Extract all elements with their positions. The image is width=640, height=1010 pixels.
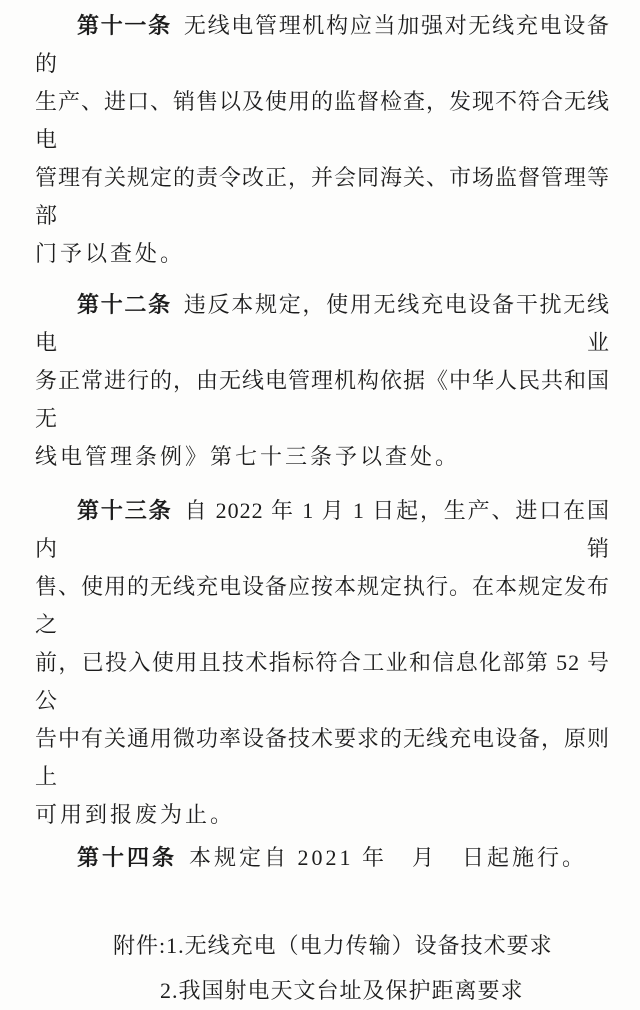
- text-line: 务正常进行的，由无线电管理机构依据《中华人民共和国无: [35, 368, 611, 431]
- text-line: 前，已投入使用且技术指标符合工业和信息化部第 52 号公: [35, 650, 610, 713]
- text-line: [35, 7, 610, 83]
- article-paragraph-12: [35, 286, 610, 476]
- article-text: 本规定自 2021 年 月 日起施行。: [189, 845, 588, 870]
- article-text: 违反本规定，使用无线充电设备干扰无线电业: [35, 292, 610, 355]
- text-line: 管理有关规定的责令改正，并会同海关、市场监督管理等部: [35, 165, 611, 228]
- text-line: [35, 286, 610, 362]
- article-paragraph-14: [35, 839, 610, 877]
- article-paragraph-13: [35, 492, 610, 834]
- article-number: 第十一条: [77, 13, 172, 38]
- article-number: 第十二条: [77, 292, 172, 317]
- attachment-line-1: 附件:1.无线充电（电力传输）设备技术要求: [113, 933, 553, 958]
- text-line: [35, 492, 610, 568]
- article-text: 无线电管理机构应当加强对无线充电设备的: [35, 13, 610, 76]
- text-line: 售、使用的无线充电设备应按本规定执行。在本规定发布之: [35, 574, 611, 637]
- article-number: 第十三条: [77, 498, 173, 523]
- text-line: 可用到报废为止。: [35, 802, 236, 827]
- article-paragraph-11: [35, 7, 610, 273]
- text-line: 线电管理条例》第七十三条予以查处。: [35, 444, 461, 469]
- text-line: 生产、进口、销售以及使用的监督检查，发现不符合无线电: [35, 89, 611, 152]
- text-line: 告中有关通用微功率设备技术要求的无线充电设备，原则上: [35, 726, 611, 789]
- text-line: 门予以查处。: [35, 241, 186, 266]
- attachment-line-2: 2.我国射电天文台址及保护距离要求: [160, 978, 524, 1003]
- article-number: 第十四条: [77, 845, 178, 870]
- text-line: [35, 839, 610, 877]
- article-text: 自 2022 年 1 月 1 日起，生产、进口在国内销: [35, 498, 610, 561]
